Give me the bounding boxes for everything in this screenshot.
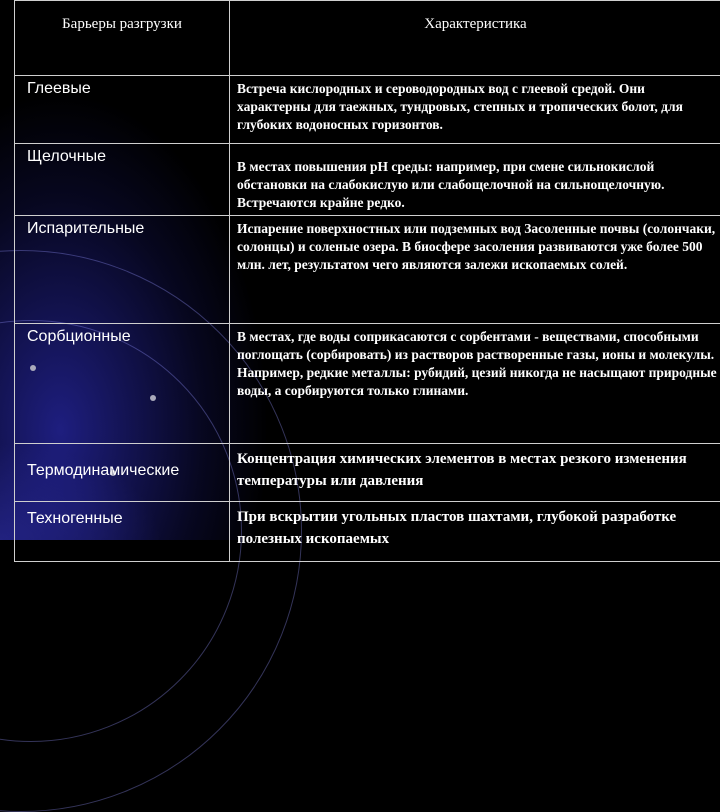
table-row — [15, 216, 720, 324]
barrier-description: В местах, где воды соприкасаются с сорбентами - веществами, способными поглощать (сорбировать) из растворов растворенные газы, ионы и молекулы. Например, редкие металлы: рубидий, цезий никогда не насыщают природные воды, а сорбируются только глинами. — [230, 324, 720, 444]
table-row — [15, 144, 720, 216]
barrier-description: Встреча кислородных и сероводородных вод с глеевой средой. Они характерны для таежных, тундровых, степных и тропических болот, для глубоких водоносных горизонтов. — [230, 76, 720, 144]
barrier-description: При вскрытии угольных пластов шахтами, глубокой разработке полезных ископаемых — [230, 502, 720, 562]
table-row — [15, 76, 720, 144]
barrier-name: Термодинамические — [15, 444, 230, 502]
barrier-name: Щелочные — [15, 144, 230, 216]
barrier-name: Глеевые — [15, 76, 230, 144]
table-row — [15, 444, 720, 502]
barrier-name: Испарительные — [15, 216, 230, 324]
barrier-description: Испарение поверхностных или подземных вод Засоленные почвы (солончаки, солонцы) и соленые озера. В биосфере засоления развиваются уже более 500 млн. лет, результатом чего являются залежи ископаемых солей. — [230, 216, 720, 324]
barrier-description: В местах повышения рН среды: например, при смене сильнокислой обстановки на слабокислую или слабощелочной на сильнощелочную. Встречаются крайне редко. — [230, 144, 720, 216]
barrier-description: Концентрация химических элементов в местах резкого изменения температуры или давления — [230, 444, 720, 502]
column-header-barriers: Барьеры разгрузки — [15, 1, 230, 76]
barrier-name: Сорбционные — [15, 324, 230, 444]
table-row — [15, 502, 720, 562]
table-row — [15, 324, 720, 444]
barrier-name: Техногенные — [15, 502, 230, 562]
table-header-row — [15, 1, 720, 76]
column-header-characteristic: Характеристика — [230, 1, 720, 76]
barriers-table — [14, 0, 720, 562]
